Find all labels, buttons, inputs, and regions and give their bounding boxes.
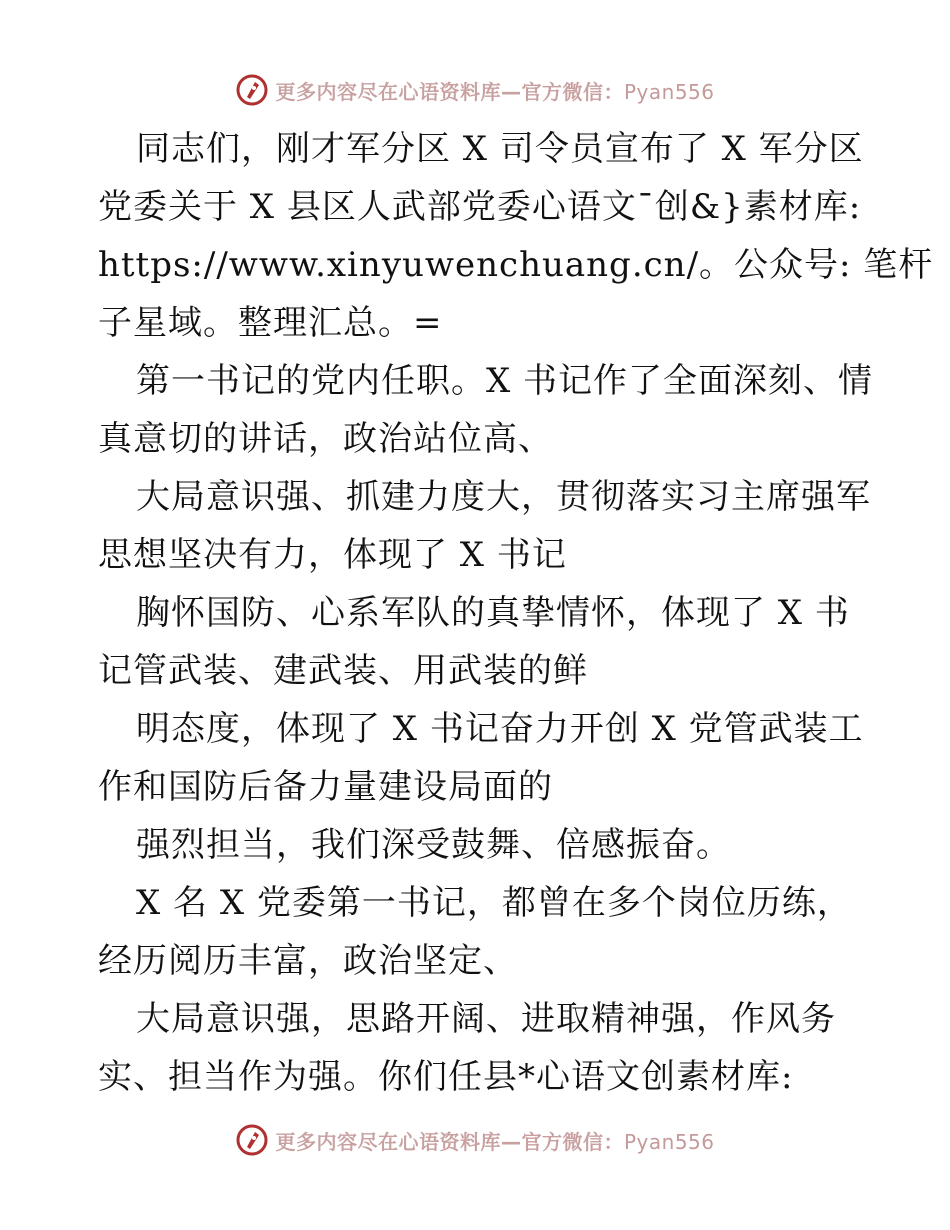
body-line: 明态度，体现了 X 书记奋力开创 X 党管武装工 [136, 709, 864, 749]
footer-watermark-account: Pyan556 [623, 1129, 715, 1154]
pen-nib-circle-icon [235, 73, 269, 107]
body-line: 真意切的讲话，政治站位高、 [98, 419, 553, 459]
body-line: X 名 X 党委第一书记，都曾在多个岗位历练， [136, 883, 852, 923]
document-body [98, 120, 934, 1106]
pen-nib-circle-icon [235, 1123, 269, 1157]
body-line: 经历阅历丰富，政治坚定、 [98, 941, 518, 981]
body-line: 实、担当作为强。你们任县*心语文创素材库: [98, 1057, 794, 1097]
body-line: https://www.xinyuwenchuang.cn/。公众号: 笔杆 [98, 245, 934, 285]
header-watermark [0, 70, 950, 110]
body-line: 胸怀国防、心系军队的真挚情怀，体现了 X 书 [136, 593, 850, 633]
header-watermark-label: 更多内容尽在心语资料库—官方微信： [275, 79, 624, 104]
body-line: 同志们，刚才军分区 X 司令员宣布了 X 军分区 [136, 129, 864, 169]
body-line: 第一书记的党内任职。X 书记作了全面深刻、情 [136, 361, 874, 401]
footer-watermark-label: 更多内容尽在心语资料库—官方微信： [275, 1129, 624, 1154]
body-line: 思想坚决有力，体现了 X 书记 [98, 535, 567, 575]
body-line: 记管武装、建武装、用武装的鲜 [98, 651, 588, 691]
header-watermark-text [275, 76, 714, 105]
body-line: 子星域。整理汇总。= [98, 303, 443, 343]
footer-watermark-text [275, 1126, 714, 1155]
header-watermark-account: Pyan556 [623, 79, 715, 104]
body-line: 强烈担当，我们深受鼓舞、倍感振奋。 [136, 825, 731, 865]
body-line: 作和国防后备力量建设局面的 [98, 767, 553, 807]
footer-watermark [0, 1120, 950, 1160]
body-line: 大局意识强、抓建力度大，贯彻落实习主席强军 [136, 477, 871, 517]
body-line: 党委关于 X 县区人武部党委心语文¯创&}素材库: [98, 187, 862, 227]
body-line: 大局意识强，思路开阔、进取精神强，作风务 [136, 999, 836, 1039]
